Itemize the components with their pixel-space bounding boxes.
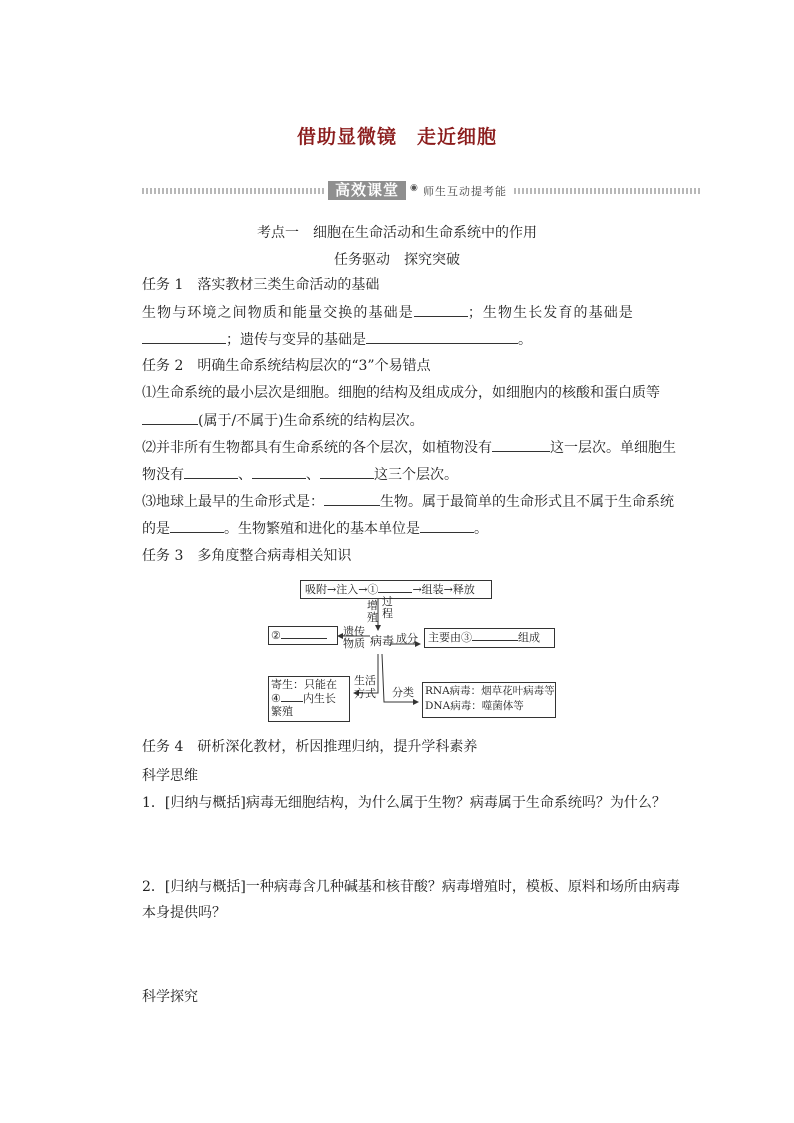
task1-line1 xyxy=(142,302,634,323)
blank-4 xyxy=(142,410,198,425)
question-2-line1: 2．[归纳与概括]一种病毒含几种碱基和核苷酸？病毒增殖时，模板、原料和场所由病毒 xyxy=(142,879,680,895)
parasitism-growth: 内生长 xyxy=(302,692,336,705)
parasitism-text-3: 繁殖 xyxy=(271,705,293,718)
virus-concept-diagram xyxy=(266,578,556,720)
science-inquiry-label: 科学探究 xyxy=(142,989,198,1005)
blank-7 xyxy=(252,464,306,479)
label-lifestyle-1: 生活 xyxy=(354,674,376,687)
label-lifestyle xyxy=(354,674,376,700)
blank-composition xyxy=(472,629,518,641)
genetic-material-box xyxy=(268,626,338,645)
blank-10 xyxy=(170,518,224,533)
banner-dotted-line-right xyxy=(514,188,700,194)
task2-p2-text-a: ⑵并非所有生物都具有生命系统的各个层次，如植物没有 xyxy=(142,440,492,456)
task2-p3-text-a: ⑶地球上最早的生命形式是： xyxy=(142,494,324,510)
section-subheading: 任务驱动 探究突破 xyxy=(334,252,460,268)
question-2-line2: 本身提供吗？ xyxy=(142,905,226,921)
label-proliferation-2: 殖 xyxy=(367,611,378,624)
composition-text-b: 组成 xyxy=(518,631,540,644)
section-heading: 考点一 细胞在生命活动和生命系统中的作用 xyxy=(257,225,537,241)
task2-p3-text-c: 的是 xyxy=(142,521,170,537)
blank-genetic xyxy=(281,627,327,639)
banner-dot-icon: ◉ xyxy=(410,183,418,193)
task2-p3-line2 xyxy=(142,518,488,539)
blank-2 xyxy=(142,329,226,344)
label-genetic-1: 遗传 xyxy=(343,625,365,638)
blank-5 xyxy=(492,437,550,452)
process-steps-b: →组装→释放 xyxy=(412,583,475,596)
task2-p3-text-d: 。生物繁殖和进化的基本单位是 xyxy=(224,521,420,537)
virus-center: 病毒 xyxy=(370,634,395,648)
science-thinking-label: 科学思维 xyxy=(142,768,198,784)
blank-9 xyxy=(324,491,380,506)
rna-virus-text: RNA病毒：烟草花叶病毒等 xyxy=(425,685,555,697)
blank-1 xyxy=(414,302,468,317)
replication-process-box xyxy=(300,580,492,599)
task2-p2-line2 xyxy=(142,464,458,485)
circled-2: ② xyxy=(271,629,281,642)
blank-6 xyxy=(184,464,238,479)
banner-subtitle: 师生互动提考能 xyxy=(423,185,507,198)
task2-p3-line1 xyxy=(142,491,674,512)
task2-p1-text: (属于/不属于)生命系统的结构层次。 xyxy=(198,413,424,429)
label-proliferation xyxy=(367,600,378,624)
blank-11 xyxy=(420,518,474,533)
task2-p1-line1: ⑴生命系统的最小层次是细胞。细胞的结构及组成成分，如细胞内的核酸和蛋白质等 xyxy=(142,385,660,401)
task2-p2-text-c: 物没有 xyxy=(142,467,184,483)
task4-heading: 任务 4 研析深化教材，析因推理归纳，提升学科素养 xyxy=(142,739,478,755)
label-genetic-material xyxy=(343,626,365,650)
question-1: 1．[归纳与概括]病毒无细胞结构，为什么属于生物？病毒属于生命系统吗？为什么？ xyxy=(142,795,666,811)
task1-heading: 任务 1 落实教材三类生命活动的基础 xyxy=(142,277,380,293)
composition-text-a: 主要由③ xyxy=(428,631,472,644)
task1-line2 xyxy=(142,329,532,350)
task1-text-1a: 生物与环境之间物质和能量交换的基础是 xyxy=(142,305,414,321)
label-composition: 成分 xyxy=(396,632,418,645)
parasitism-text-2 xyxy=(271,691,347,705)
label-genetic-2: 物质 xyxy=(343,637,365,650)
task2-p1-line2 xyxy=(142,410,424,431)
label-process-1: 过 xyxy=(382,595,393,608)
task2-p2-text-b: 这一层次。单细胞生 xyxy=(550,440,676,456)
task1-text-2b: ；遗传与变异的基础是 xyxy=(226,332,366,348)
label-process-2: 程 xyxy=(382,607,393,620)
label-proliferation-1: 增 xyxy=(367,599,378,612)
virus-classification-box xyxy=(422,682,556,718)
task2-p3-text-e: 。 xyxy=(474,521,488,537)
composition-box xyxy=(424,628,555,648)
blank-process-1 xyxy=(378,581,412,593)
separator: 、 xyxy=(306,467,320,483)
banner-badge: 高效课堂 xyxy=(328,181,406,200)
task2-p2-text-d: 这三个层次。 xyxy=(374,467,458,483)
label-process xyxy=(382,596,393,620)
blank-3 xyxy=(366,329,518,344)
dna-virus-text: DNA病毒：噬菌体等 xyxy=(425,700,524,712)
parasitism-text-1: 寄生：只能在 xyxy=(271,678,337,691)
separator: 、 xyxy=(238,467,252,483)
task1-text-2c: 。 xyxy=(518,332,532,348)
label-lifestyle-2: 方式 xyxy=(354,687,376,700)
parasitism-box xyxy=(268,676,350,722)
task2-heading: 任务 2 明确生命系统结构层次的“3”个易错点 xyxy=(142,358,431,374)
blank-8 xyxy=(320,464,374,479)
task2-p2-line1 xyxy=(142,437,676,458)
task1-text-1b: ；生物生长发育的基础是 xyxy=(467,305,634,321)
page-title: 借助显微镜 走近细胞 xyxy=(296,126,497,148)
label-classification: 分类 xyxy=(392,686,414,699)
blank-parasite xyxy=(281,691,303,702)
process-steps-a: 吸附→注入→① xyxy=(305,583,379,596)
banner-dotted-line-left xyxy=(142,188,324,194)
circled-4: ④ xyxy=(271,692,281,705)
task3-heading: 任务 3 多角度整合病毒相关知识 xyxy=(142,548,352,564)
task2-p3-text-b: 生物。属于最简单的生命形式且不属于生命系统 xyxy=(380,494,674,510)
